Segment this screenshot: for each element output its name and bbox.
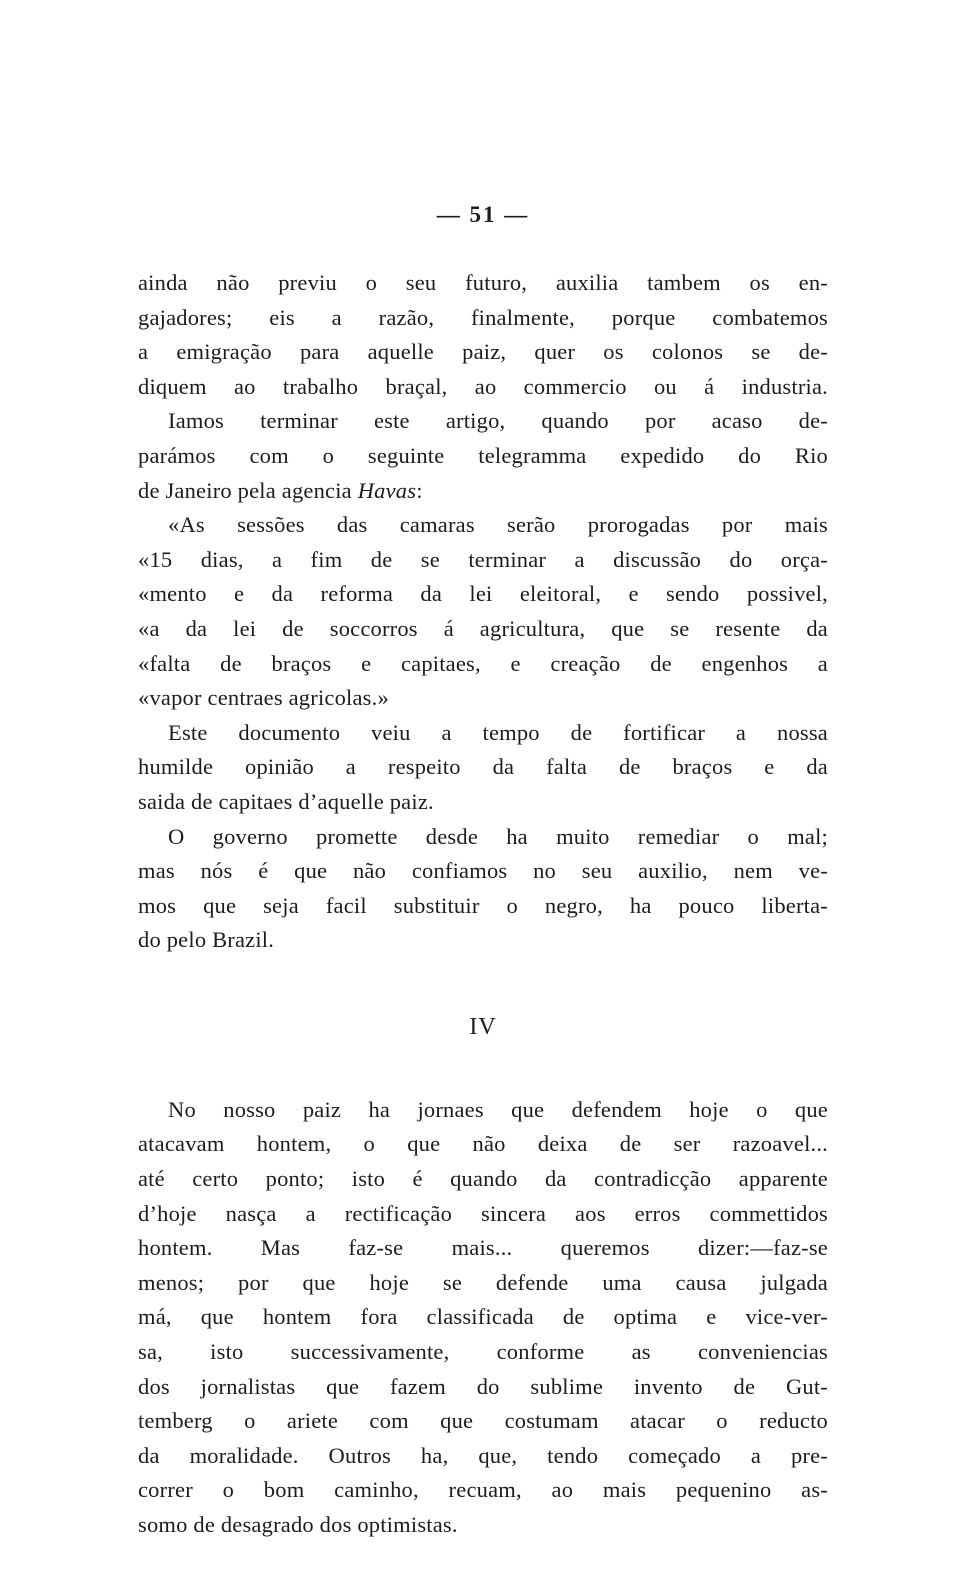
text-segment: Iamos terminar este artigo, quando por acaso de- xyxy=(168,408,828,434)
text-segment: gajadores; eis a razão, finalmente, porque combatemos xyxy=(138,304,828,330)
text-line xyxy=(138,1335,828,1370)
text-segment: má, que hontem fora classificada de optima e vice-ver- xyxy=(138,1304,828,1330)
text-line xyxy=(138,681,828,716)
text-line xyxy=(138,923,828,958)
text-line xyxy=(138,1404,828,1439)
text-segment: hontem. Mas faz-se mais... queremos dizer:—faz-se xyxy=(138,1235,828,1261)
text-line xyxy=(138,854,828,889)
text-segment: Este documento veiu a tempo de fortificar a nossa xyxy=(168,719,828,745)
text-segment: menos; por que hoje se defende uma causa julgada xyxy=(138,1269,828,1295)
text-line xyxy=(138,301,828,336)
text-line xyxy=(138,1197,828,1232)
text-line xyxy=(138,1300,828,1335)
paragraph xyxy=(138,820,828,958)
text-line xyxy=(138,370,828,405)
text-segment: No nosso paiz ha jornaes que defendem hoje o que xyxy=(168,1096,828,1122)
text-segment: diquem ao trabalho braçal, ao commercio ou á industria. xyxy=(138,373,828,399)
text-line xyxy=(138,820,828,855)
text-line xyxy=(138,1127,828,1162)
page-number: — 51 — xyxy=(436,202,530,227)
text-segment: ainda não previu o seu futuro, auxilia tambem os en- xyxy=(138,270,828,295)
text-segment: «15 dias, a fim de se terminar a discussão do orça- xyxy=(138,546,828,572)
text-line xyxy=(138,1266,828,1301)
text-line xyxy=(138,1162,828,1197)
text-segment: de Janeiro pela agencia xyxy=(138,477,358,503)
text-line xyxy=(138,647,828,682)
italic-text: Havas xyxy=(357,477,417,503)
text-segment: d’hoje nasça a rectificação sincera aos erros commettidos xyxy=(138,1200,828,1226)
text-segment: «vapor centraes agricolas.» xyxy=(138,685,389,711)
text-segment: «falta de braços e capitaes, e creação de engenhos a xyxy=(138,650,828,676)
text-line xyxy=(138,1473,828,1508)
paragraph xyxy=(138,508,828,716)
text-line xyxy=(138,508,828,543)
text-line xyxy=(138,1439,828,1474)
paragraph xyxy=(138,404,828,508)
text-segment: «mento e da reforma da lei eleitoral, e sendo possivel, xyxy=(138,581,828,607)
text-line xyxy=(138,543,828,578)
text-line xyxy=(138,716,828,751)
text-segment: saida de capitaes d’aquelle paiz. xyxy=(138,788,434,814)
page-content xyxy=(138,202,828,1543)
text-line xyxy=(138,404,828,439)
text-segment: : xyxy=(416,477,423,503)
text-segment: atacavam hontem, o que não deixa de ser razoavel... xyxy=(138,1131,828,1157)
text-block-1 xyxy=(138,266,828,958)
text-segment: a emigração para aquelle paiz, quer os colonos se de- xyxy=(138,339,828,365)
text-line xyxy=(138,889,828,924)
text-line xyxy=(138,474,828,509)
text-segment: «a da lei de soccorros á agricultura, que se resente da xyxy=(138,615,828,641)
text-segment: do pelo Brazil. xyxy=(138,927,275,953)
paragraph xyxy=(138,266,828,404)
text-line xyxy=(138,335,828,370)
text-segment: sa, isto successivamente, conforme as conveniencias xyxy=(138,1339,828,1365)
text-segment: O governo promette desde ha muito remediar o mal; xyxy=(168,823,828,849)
text-line xyxy=(138,1370,828,1405)
text-line xyxy=(138,785,828,820)
text-segment: temberg o ariete com que costumam atacar o reducto xyxy=(138,1408,828,1434)
text-line xyxy=(138,439,828,474)
text-segment: da moralidade. Outros ha, que, tendo começado a pre- xyxy=(138,1442,828,1468)
text-segment: dos jornalistas que fazem do sublime invento de Gut- xyxy=(138,1373,828,1399)
text-segment: humilde opinião a respeito da falta de braços e da xyxy=(138,754,828,780)
text-line xyxy=(138,1508,828,1543)
text-segment: somo de desagrado dos optimistas. xyxy=(138,1512,458,1537)
text-segment: correr o bom caminho, recuam, ao mais pequenino as- xyxy=(138,1477,828,1503)
section-heading: IV xyxy=(469,1013,497,1040)
paragraph xyxy=(138,716,828,820)
text-line xyxy=(138,1093,828,1128)
text-line xyxy=(138,1231,828,1266)
text-line xyxy=(138,612,828,647)
text-segment: «As sessões das camaras serão prorogadas por mais xyxy=(168,512,828,538)
text-line xyxy=(138,266,828,301)
text-line xyxy=(138,750,828,785)
text-segment: mas nós é que não confiamos no seu auxilio, nem ve- xyxy=(138,858,828,884)
text-segment: parámos com o seguinte telegramma expedido do Rio xyxy=(138,442,828,468)
paragraph xyxy=(138,1093,828,1543)
text-line xyxy=(138,577,828,612)
text-segment: mos que seja facil substituir o negro, ha pouco liberta- xyxy=(138,892,828,918)
text-block-2 xyxy=(138,1093,828,1543)
text-segment: até certo ponto; isto é quando da contradicção apparente xyxy=(138,1166,828,1192)
